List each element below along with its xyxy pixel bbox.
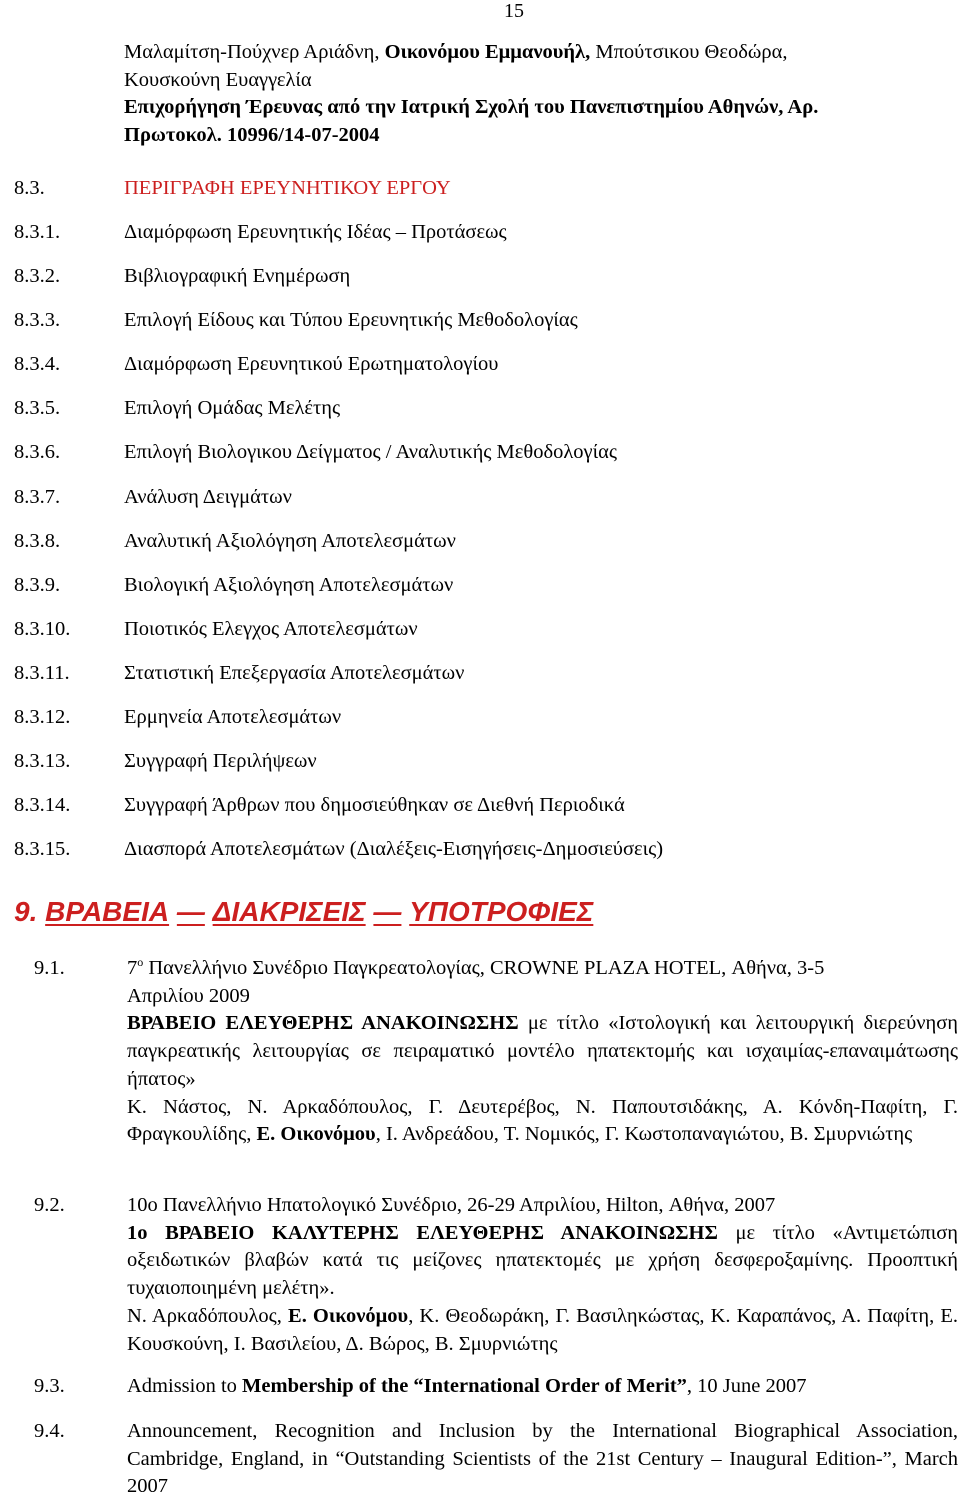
award-title: 1ο ΒΡΑΒΕΙΟ ΚΑΛΥΤΕΡΗΣ ΕΛΕΥΘΕΡΗΣ ΑΝΑΚΟΙΝΩΣΗΣ	[127, 1221, 718, 1244]
awards-title-scholarships: ΥΠΟΤΡΟΦΙΕΣ	[409, 896, 594, 927]
award-description: Announcement, Recognition and Inclusion by the International Biographical Association, Cambridge, England, in “Outstanding Scientists of the 21st Century – Inaugural Edition-”, March 2007	[127, 1420, 958, 1498]
list-item: 8.3.10. Ποιοτικός Ελεγχος Αποτελεσμάτων	[14, 617, 418, 640]
section-number: 8.3.	[14, 177, 45, 199]
grant-entry	[124, 39, 960, 149]
award-event: $7^o$ Πανελλήνιο Συνέδριο Παγκρεατολογίας, CROWNE PLAZA HOTEL, Αθήνα, 3-5	[127, 955, 825, 979]
list-item: 8.3.13. Συγγραφή Περιλήψεων	[14, 750, 317, 773]
list-item: 8.3.11. Στατιστική Επεξεργασία Αποτελεσμάτων	[14, 661, 465, 684]
list-item: 8.3.15. Διασπορά Αποτελεσμάτων (Διαλέξεις-Εισηγήσεις-Δημοσιεύσεις)	[14, 838, 664, 861]
grant-authors-cont: Κουσκούνη Ευαγγελία	[124, 68, 312, 91]
award-number: 9.4.	[34, 1420, 65, 1442]
highlighted-author: Οικονόμου Εμμανουήλ,	[384, 41, 591, 63]
award-description: Admission to Membership of the “International Order of Merit”, 10 June 2007	[127, 1375, 807, 1397]
awards-number: 9.	[14, 896, 38, 927]
list-item: 8.3.14. Συγγραφή Άρθρων που δημοσιεύθηκαν σε Διεθνή Περιοδικά	[14, 794, 625, 817]
award-authors: Ν. Αρκαδόπουλος, Ε. Οικονόμου, Κ. Θεοδωράκη, Γ. Βασιληκώστας, Κ. Καραπάνος, Α. Παφίτη, Ε. Κουσκούνη, Ι. Βασιλείου, Δ. Βώρος, Β. Σμυρνιώτης	[127, 1304, 958, 1355]
awards-title-distinctions: ΔΙΑΚΡΙΣΕΙΣ	[212, 896, 366, 927]
grant-protocol: Πρωτοκολ. 10996/14-07-2004	[124, 123, 380, 146]
award-body	[127, 1418, 958, 1501]
list-item: 8.3.9. Βιολογική Αξιολόγηση Αποτελεσμάτων	[14, 573, 454, 596]
highlighted-author: Ε. Οικονόμου	[256, 1123, 376, 1146]
award-body	[127, 1192, 958, 1358]
grant-authors: Μαλαμίτση-Πούχνερ Αριάδνη, Οικονόμου Εμμανουήλ, Μπούτσικου Θεοδώρα,	[124, 41, 788, 63]
research-work-list	[14, 219, 954, 880]
award-number: 9.2.	[34, 1194, 65, 1216]
award-event-cont: Απριλίου 2009	[127, 984, 250, 1007]
award-event: 10ο Πανελλήνιο Ηπατολογικό Συνέδριο, 26-29 Απριλίου, Hilton, Αθήνα, 2007	[127, 1194, 776, 1216]
award-description: 1ο ΒΡΑΒΕΙΟ ΚΑΛΥΤΕΡΗΣ ΕΛΕΥΘΕΡΗΣ ΑΝΑΚΟΙΝΩΣΗΣ με τίτλο «Αντιμετώπιση οξειδωτικών βλαβών κατά τις μείζονες ηπατεκτομές με χρήση δεσφεροξαμίνης. Προοπτική τυχαιοποιημένη μελέτη».	[127, 1221, 958, 1300]
awards-title-prizes: ΒΡΑΒΕΙΑ	[45, 896, 170, 927]
list-item: 8.3.5. Επιλογή Ομάδας Μελέτης	[14, 397, 341, 420]
list-item: 8.3.12. Ερμηνεία Αποτελεσμάτων	[14, 706, 342, 729]
section-title: ΠΕΡΙΓΡΑΦΗ ΕΡΕΥΝΗΤΙΚΟΥ ΕΡΓΟΥ	[124, 177, 451, 199]
highlighted-author: Ε. Οικονόμου	[288, 1304, 409, 1327]
list-item: 8.3.3. Επιλογή Είδους και Τύπου Ερευνητικής Μεθοδολογίας	[14, 309, 578, 332]
award-number: 9.3.	[34, 1375, 65, 1397]
award-description: ΒΡΑΒΕΙΟ ΕΛΕΥΘΕΡΗΣ ΑΝΑΚΟΙΝΩΣΗΣ με τίτλο «Ιστολογική και λειτουργική διερεύνηση παγκρεατικής λειτουργίας σε πειραματικό μοντέλο ηπατεκτομής και ισχαιμίας-επαναιμάτωσης ήπατος»	[127, 1012, 958, 1090]
list-item: 8.3.6. Επιλογή Βιολογικου Δείγματος / Αναλυτικής Μεθοδολογίας	[14, 441, 617, 464]
award-title: ΒΡΑΒΕΙΟ ΕΛΕΥΘΕΡΗΣ ΑΝΑΚΟΙΝΩΣΗΣ	[127, 1012, 519, 1035]
page-number: 15	[504, 0, 524, 22]
award-body	[127, 1373, 958, 1401]
list-item: 8.3.1. Διαμόρφωση Ερευνητικής Ιδέας – Προτάσεως	[14, 221, 507, 243]
list-item: 8.3.7. Ανάλυση Δειγμάτων	[14, 485, 292, 508]
list-item: 8.3.4. Διαμόρφωση Ερευνητικού Ερωτηματολογίου	[14, 353, 499, 376]
list-item: 8.3.8. Αναλυτική Αξιολόγηση Αποτελεσμάτων	[14, 529, 456, 552]
grant-title: Επιχορήγηση Έρευνας από την Ιατρική Σχολή του Πανεπιστημίου Αθηνών, Αρ.	[124, 96, 819, 118]
awards-heading	[14, 894, 593, 930]
award-authors: Κ. Νάστος, Ν. Αρκαδόπουλος, Γ. Δευτερέβος, Ν. Παπουτσιδάκης, Α. Κόνδη-Παφίτη, Γ. Φραγκουλίδης, Ε. Οικονόμου, Ι. Ανδρεάδου, Τ. Νομικός, Γ. Κωστοπαναγιώτου, Β. Σμυρνιώτης	[127, 1095, 958, 1146]
award-number: 9.1.	[34, 957, 65, 979]
awards-dash: —	[176, 896, 205, 927]
list-item: 8.3.2. Βιβλιογραφική Ενημέρωση	[14, 265, 351, 288]
awards-dash: —	[373, 896, 402, 927]
award-body	[127, 955, 958, 1149]
